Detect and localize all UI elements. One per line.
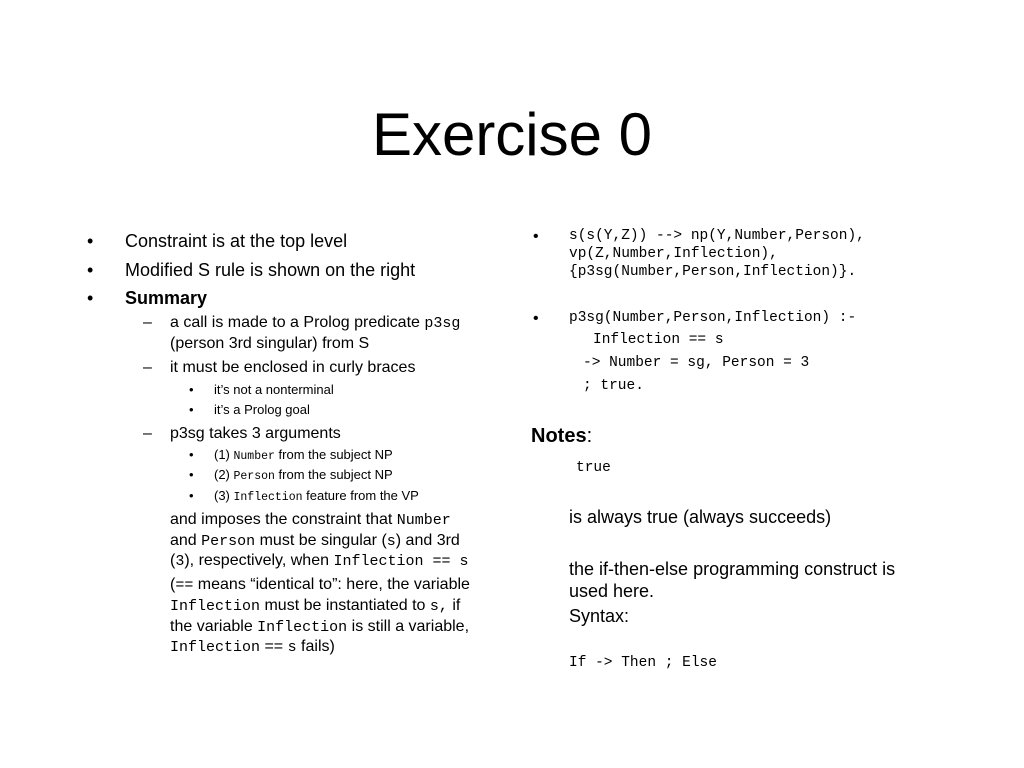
para-line: (3), respectively, when Inflection == s <box>170 552 469 570</box>
bullet-marker: • <box>189 447 194 462</box>
bullet-constraint: Constraint is at the top level <box>125 231 348 251</box>
para-line: Inflection == s fails) <box>170 638 335 656</box>
code-line: Inflection == s <box>593 332 724 348</box>
para-line: and imposes the constraint that Number <box>170 511 451 529</box>
bullet-marker: • <box>189 382 194 397</box>
sub-bullet-prolog-call-cont: (person 3rd singular) from S <box>170 335 370 352</box>
notes-if-then-else: the if-then-else programming construct is <box>569 559 896 579</box>
bullet-marker: • <box>87 231 94 251</box>
code-line: {p3sg(Number,Person,Inflection)}. <box>569 264 857 280</box>
code-line: p3sg(Number,Person,Inflection) :- <box>569 310 857 326</box>
dash-marker: – <box>143 359 152 376</box>
para-line: Inflection must be instantiated to s, if <box>170 597 461 615</box>
notes-syntax-label: Syntax: <box>569 606 630 626</box>
notes-if-then-else-cont: used here. <box>569 581 655 601</box>
arg-number: (1) Number from the subject NP <box>214 447 393 463</box>
arg-inflection: (3) Inflection feature from the VP <box>214 488 419 504</box>
notes-true-code: true <box>576 460 611 476</box>
notes-heading: Notes: <box>531 425 593 447</box>
para-line: (== means “identical to”: here, the variable <box>170 576 470 594</box>
sub-bullet-p3sg-args: p3sg takes 3 arguments <box>170 425 341 442</box>
code-line: ; true. <box>583 378 644 394</box>
notes-syntax-code: If -> Then ; Else <box>569 655 717 671</box>
bullet-modified-rule: Modified S rule is shown on the right <box>125 260 416 280</box>
bullet-marker: • <box>533 228 539 245</box>
code-line: -> Number = sg, Person = 3 <box>583 355 810 371</box>
arg-person: (2) Person from the subject NP <box>214 467 393 483</box>
subsub-not-nonterminal: it’s not a nonterminal <box>214 382 334 397</box>
sub-bullet-prolog-call: a call is made to a Prolog predicate p3sg <box>170 314 461 332</box>
subsub-prolog-goal: it’s a Prolog goal <box>214 402 310 417</box>
dash-marker: – <box>143 314 152 331</box>
dash-marker: – <box>143 425 152 442</box>
bullet-marker: • <box>189 488 194 503</box>
sub-bullet-curly-braces: it must be enclosed in curly braces <box>170 359 416 376</box>
bullet-marker: • <box>87 288 94 308</box>
bullet-marker: • <box>189 467 194 482</box>
para-line: the variable Inflection is still a variable, <box>170 618 470 636</box>
bullet-marker: • <box>87 260 94 280</box>
code-line: vp(Z,Number,Inflection), <box>569 246 778 262</box>
bullet-summary: Summary <box>125 288 208 308</box>
para-line: and Person must be singular (s) and 3rd <box>170 532 460 550</box>
notes-always-true: is always true (always succeeds) <box>569 507 832 527</box>
bullet-marker: • <box>189 402 194 417</box>
slide-title: Exercise 0 <box>371 101 653 168</box>
code-line: s(s(Y,Z)) --> np(Y,Number,Person), <box>569 228 865 244</box>
bullet-marker: • <box>533 310 539 327</box>
